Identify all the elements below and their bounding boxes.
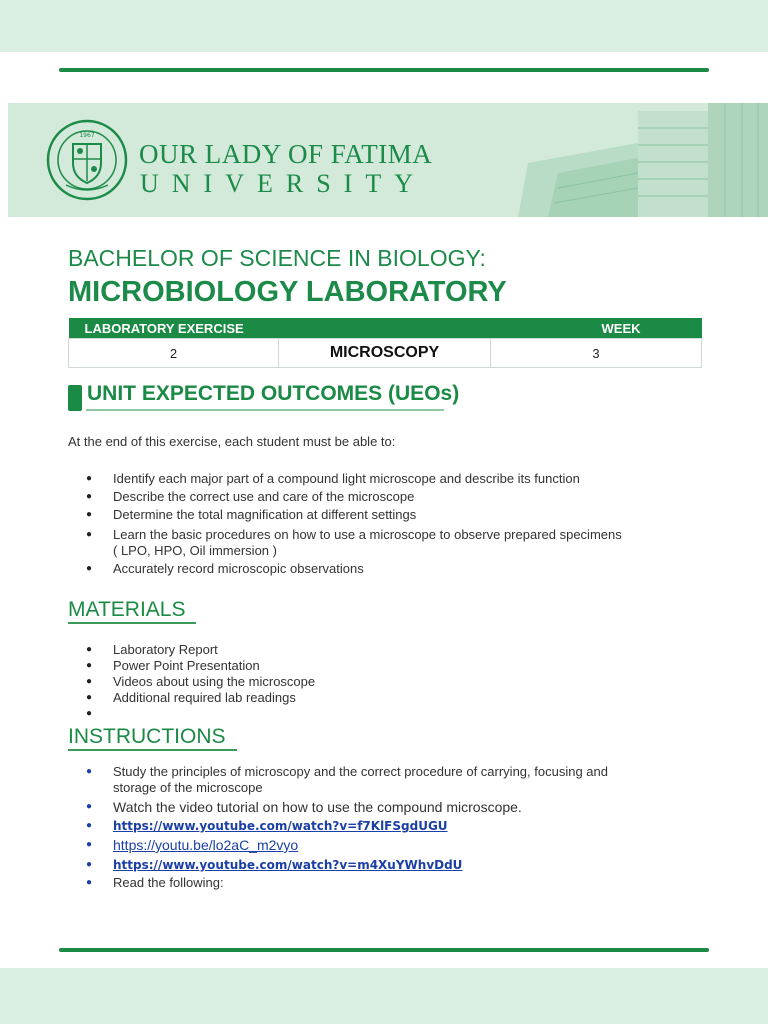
list-item: ● Videos about using the microscope [86, 674, 316, 689]
exercise-title: MICROSCOPY [279, 339, 491, 368]
list-item: ● https://youtu.be/lo2aC_m2vyo [86, 837, 299, 853]
list-item: ● Watch the video tutorial on how to use the compound microscope. [86, 799, 522, 815]
list-item: ● Additional required lab readings [86, 690, 296, 705]
university-subtitle: UNIVERSITY [140, 169, 426, 198]
top-divider [59, 68, 709, 72]
list-item: ● Determine the total magnification at different settings [86, 507, 417, 522]
bottom-divider [59, 948, 709, 952]
building-illustration [488, 103, 768, 217]
list-item: ● Power Point Presentation [86, 658, 260, 673]
university-name: OUR LADY OF FATIMA [139, 139, 433, 169]
top-band [0, 0, 768, 52]
list-item: ● Describe the correct use and care of the microscope [86, 489, 415, 504]
list-item: ● Read the following: [86, 875, 224, 890]
university-banner [8, 103, 768, 217]
section-marker-icon [68, 385, 82, 411]
university-seal-icon [46, 119, 128, 201]
list-item: ● https://www.youtube.com/watch?v=f7KlFSgdUGU [86, 819, 448, 833]
materials-list: ● Laboratory Report ● Power Point Presentation ● Videos about using the microscope ● Additional required lab readings ● [86, 642, 316, 719]
week-number: 3 [491, 339, 702, 368]
list-item: ● Laboratory Report [86, 642, 218, 657]
ueo-list [86, 471, 622, 577]
lab-exercise-header: LABORATORY EXERCISE [69, 318, 491, 339]
program-line1: BACHELOR OF SCIENCE IN BIOLOGY: [68, 245, 486, 271]
materials-underline [68, 622, 196, 624]
lab-table-row [69, 339, 702, 368]
list-item: ● Accurately record microscopic observations [86, 561, 364, 576]
instructions-list [86, 764, 608, 891]
lab-exercise-table [68, 318, 702, 368]
list-item: ● Learn the basic procedures on how to use a microscope to observe prepared specimens ( LPO, HPO, Oil immersion ) [86, 527, 622, 558]
ueo-intro: At the end of this exercise, each student must be able to: [68, 434, 396, 449]
program-line2: MICROBIOLOGY LABORATORY [68, 276, 507, 308]
bottom-band [0, 968, 768, 1024]
materials-title: MATERIALS [68, 598, 186, 621]
youtube-link-3[interactable]: https://www.youtube.com/watch?v=m4XuYWhvDdU [113, 858, 463, 872]
ueo-title: UNIT EXPECTED OUTCOMES (UEOs) [87, 382, 460, 405]
instructions-title: INSTRUCTIONS [68, 725, 226, 748]
list-item: ● Study the principles of microscopy and the correct procedure of carrying, focusing and storage of the microscope [86, 764, 608, 795]
lab-table-header [69, 318, 702, 339]
seal-year: 1967 [79, 132, 95, 139]
instructions-underline [68, 749, 237, 751]
youtube-link-1[interactable]: https://www.youtube.com/watch?v=f7KlFSgdUGU [113, 819, 448, 833]
list-item: ● https://www.youtube.com/watch?v=m4XuYWhvDdU [86, 858, 463, 872]
youtube-link-2[interactable]: https://youtu.be/lo2aC_m2vyo [113, 837, 299, 853]
week-header: WEEK [491, 318, 702, 339]
list-item: ● Identify each major part of a compound light microscope and describe its function [86, 471, 580, 486]
ueo-underline [86, 409, 444, 411]
exercise-number: 2 [69, 339, 279, 368]
